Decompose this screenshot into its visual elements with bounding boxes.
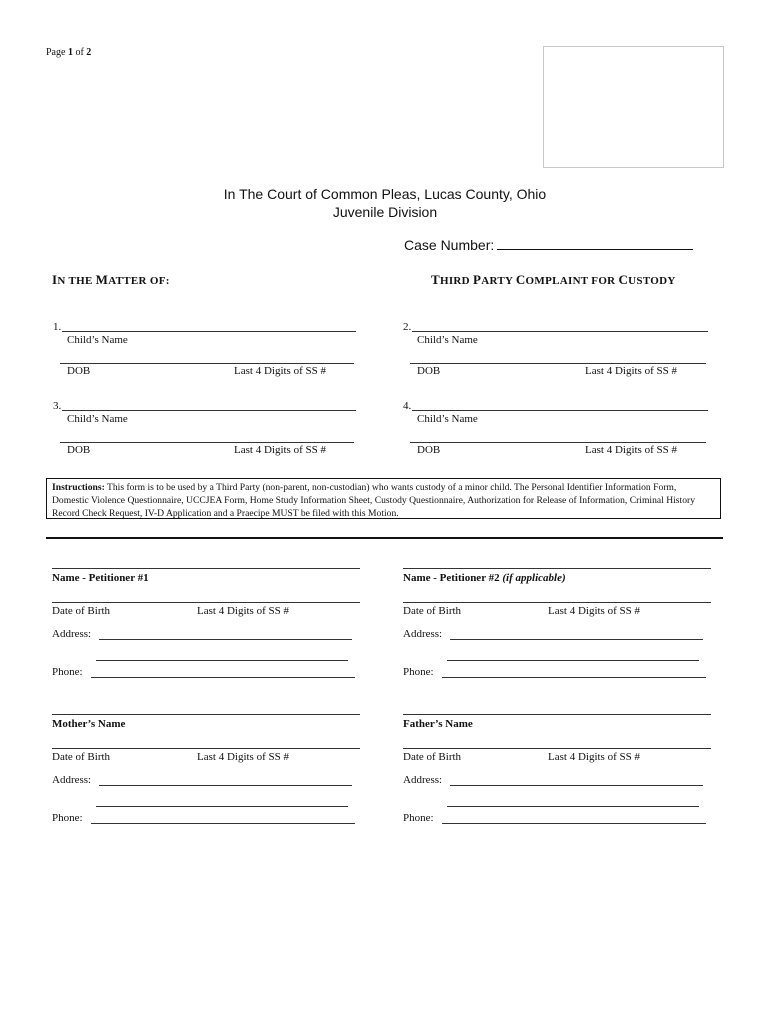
- petitioner-2-name-label: Name - Petitioner #2 (if applicable): [403, 572, 566, 584]
- father-phone-label: Phone:: [403, 812, 434, 824]
- child-4-name-label: Child’s Name: [417, 413, 478, 425]
- petitioner-1-name-field[interactable]: [52, 568, 360, 569]
- petitioner-2-phone-field[interactable]: [442, 677, 706, 678]
- father-name-label: Father’s Name: [403, 718, 473, 730]
- case-number: [404, 237, 693, 253]
- mother-name-field[interactable]: [52, 714, 360, 715]
- petitioner-2-optional-note: (if applicable): [502, 572, 566, 584]
- father-phone-field[interactable]: [442, 823, 706, 824]
- child-3-ss-label: Last 4 Digits of SS #: [234, 444, 326, 456]
- child-1-name-label: Child’s Name: [67, 334, 128, 346]
- page-prefix: Page: [46, 47, 66, 58]
- child-3-number: 3.: [53, 400, 62, 412]
- mother-phone-field[interactable]: [91, 823, 355, 824]
- petitioner-2-phone-label: Phone:: [403, 666, 434, 678]
- mother-phone-label: Phone:: [52, 812, 83, 824]
- father-ss-label: Last 4 Digits of SS #: [548, 751, 640, 763]
- father-dob-ss-field[interactable]: [403, 748, 711, 749]
- child-1-name-field[interactable]: [62, 331, 356, 332]
- page-of: of: [75, 47, 84, 58]
- child-1-ss-label: Last 4 Digits of SS #: [234, 365, 326, 377]
- child-3-name-field[interactable]: [62, 410, 356, 411]
- case-number-field[interactable]: [497, 239, 693, 250]
- petitioner-1-phone-label: Phone:: [52, 666, 83, 678]
- child-2-dob-label: DOB: [417, 365, 441, 377]
- child-1-dob-ss-field[interactable]: [60, 363, 354, 364]
- section-divider: [46, 537, 723, 539]
- case-number-label: Case Number:: [404, 237, 495, 253]
- child-4-dob-ss-field[interactable]: [410, 442, 706, 443]
- court-division: Juvenile Division: [332, 204, 438, 220]
- petitioner-1-address-label: Address:: [52, 628, 92, 640]
- matter-heading: IN THE MATTER OF:: [52, 272, 170, 287]
- page-total: 2: [86, 47, 92, 58]
- child-3-dob-ss-field[interactable]: [60, 442, 354, 443]
- petitioner-1-dob-label: Date of Birth: [52, 605, 111, 617]
- father-dob-label: Date of Birth: [403, 751, 462, 763]
- child-2-dob-ss-field[interactable]: [410, 363, 706, 364]
- petitioner-1-ss-label: Last 4 Digits of SS #: [197, 605, 289, 617]
- child-4-number: 4.: [403, 400, 412, 412]
- child-1-number: 1.: [53, 321, 62, 333]
- mother-dob-ss-field[interactable]: [52, 748, 360, 749]
- court-name: In The Court of Common Pleas, Lucas County, Ohio: [223, 186, 547, 202]
- child-2-name-field[interactable]: [412, 331, 708, 332]
- child-2-number: 2.: [403, 321, 412, 333]
- child-1-dob-label: DOB: [67, 365, 91, 377]
- father-address-field-1[interactable]: [450, 785, 703, 786]
- mother-name-label: Mother’s Name: [52, 718, 126, 730]
- child-2-name-label: Child’s Name: [417, 334, 478, 346]
- petitioner-2-address-field-2[interactable]: [447, 660, 699, 661]
- instructions-box: [46, 478, 721, 519]
- child-4-name-field[interactable]: [412, 410, 708, 411]
- instructions-heading: Instructions:: [52, 482, 105, 493]
- clerk-stamp-box: [543, 46, 724, 168]
- page-current: 1: [67, 47, 73, 58]
- mother-address-label: Address:: [52, 774, 92, 786]
- petitioner-1-address-field-2[interactable]: [96, 660, 348, 661]
- complaint-title: THIRD PARTY COMPLAINT FOR CUSTODY: [431, 272, 676, 287]
- mother-ss-label: Last 4 Digits of SS #: [197, 751, 289, 763]
- petitioner-1-name-label: Name - Petitioner #1: [52, 572, 149, 584]
- mother-address-field-2[interactable]: [96, 806, 348, 807]
- father-address-field-2[interactable]: [447, 806, 699, 807]
- petitioner-1-dob-ss-field[interactable]: [52, 602, 360, 603]
- petitioner-2-ss-label: Last 4 Digits of SS #: [548, 605, 640, 617]
- petitioner-2-address-label: Address:: [403, 628, 443, 640]
- child-3-name-label: Child’s Name: [67, 413, 128, 425]
- petitioner-1-address-field-1[interactable]: [99, 639, 352, 640]
- petitioner-2-dob-label: Date of Birth: [403, 605, 462, 617]
- child-4-dob-label: DOB: [417, 444, 441, 456]
- petitioner-2-dob-ss-field[interactable]: [403, 602, 711, 603]
- child-3-dob-label: DOB: [67, 444, 91, 456]
- child-4-ss-label: Last 4 Digits of SS #: [585, 444, 677, 456]
- father-name-field[interactable]: [403, 714, 711, 715]
- petitioner-2-address-field-1[interactable]: [450, 639, 703, 640]
- petitioner-1-phone-field[interactable]: [91, 677, 355, 678]
- mother-address-field-1[interactable]: [99, 785, 352, 786]
- child-2-ss-label: Last 4 Digits of SS #: [585, 365, 677, 377]
- father-address-label: Address:: [403, 774, 443, 786]
- instructions-text: This form is to be used by a Third Party (non-parent, non-custodian) who wants custody of a minor child. The Personal Identifier Information Form, Domestic Violence Questionnaire, UCCJEA Form, Home Study Information Sheet, Custody Questionnaire, Authorization for Release of Information, Criminal History Record Check Request, IV-D Application and a Praecipe MUST be filed with this Motion.: [52, 482, 695, 519]
- mother-dob-label: Date of Birth: [52, 751, 111, 763]
- page-indicator: [46, 47, 91, 58]
- petitioner-2-name-field[interactable]: [403, 568, 711, 569]
